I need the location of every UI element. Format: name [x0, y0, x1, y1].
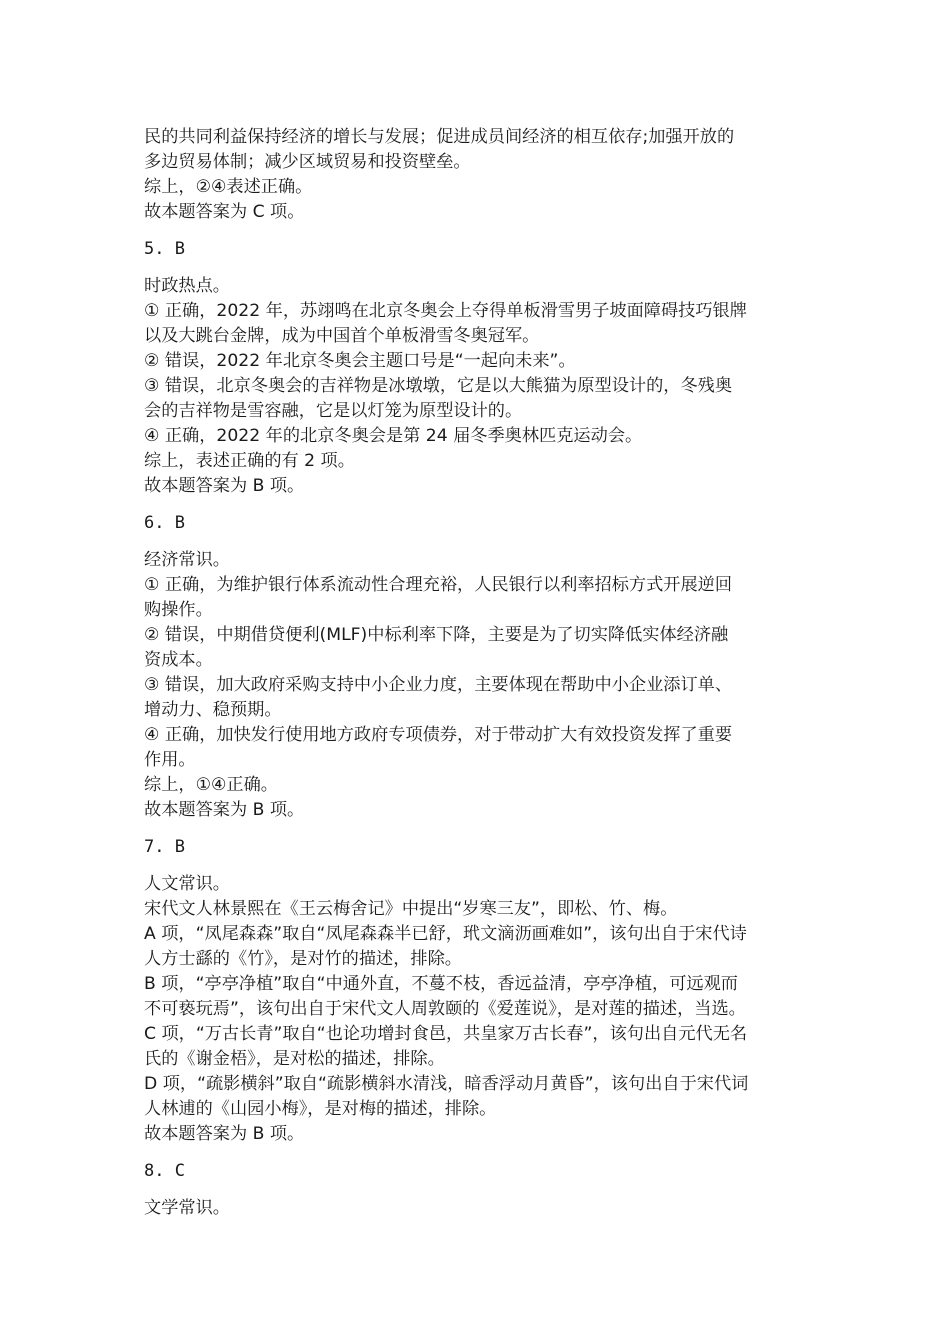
- text-line: 时政热点。: [144, 276, 230, 296]
- text-line: ④ 正确，2022 年的北京冬奥会是第 24 届冬季奥林匹克运动会。: [144, 426, 643, 446]
- text-line: 作用。: [144, 750, 196, 770]
- text-line: 多边贸易体制；减少区域贸易和投资壁垒。: [144, 152, 471, 172]
- text-line: ④ 正确，加快发行使用地方政府专项债券，对于带动扩大有效投资发挥了重要: [144, 725, 733, 745]
- text-line: 增动力、稳预期。: [144, 700, 282, 720]
- text-line: 购操作。: [144, 600, 213, 620]
- text-line: 以及大跳台金牌，成为中国首个单板滑雪冬奥冠军。: [144, 326, 540, 346]
- text-line: 综上，①④正确。: [144, 775, 278, 795]
- text-line: 会的吉祥物是雪容融，它是以灯笼为原型设计的。: [144, 401, 523, 421]
- text-line: C 项，“万古长青”取自“也论功增封食邑，共皇家万古长春”，该句出自元代无名: [144, 1024, 748, 1044]
- text-line: ③ 错误，北京冬奥会的吉祥物是冰墩墩，它是以大熊猫为原型设计的，冬残奥: [144, 376, 733, 396]
- question-6: [144, 511, 814, 823]
- text-line: 文学常识。: [144, 1198, 230, 1218]
- document-body: [144, 125, 814, 1221]
- intro-block: [144, 125, 814, 225]
- text-line: 资成本。: [144, 650, 213, 670]
- answer-heading: 5. B: [144, 239, 185, 259]
- question-8: [144, 1159, 814, 1221]
- text-line: 人文常识。: [144, 874, 230, 894]
- text-line: 不可亵玩焉”，该句出自于宋代文人周敦颐的《爱莲说》，是对莲的描述，当选。: [144, 999, 746, 1019]
- text-line: 故本题答案为 C 项。: [144, 202, 305, 222]
- text-line: ① 正确，2022 年，苏翊鸣在北京冬奥会上夺得单板滑雪男子坡面障碍技巧银牌: [144, 301, 747, 321]
- question-7: [144, 835, 814, 1147]
- text-line: 综上，②④表述正确。: [144, 177, 313, 197]
- answer-heading: 6. B: [144, 513, 185, 533]
- question-5: [144, 237, 814, 499]
- text-line: 民的共同利益保持经济的增长与发展；促进成员间经济的相互依存;加强开放的: [144, 127, 735, 147]
- text-line: 故本题答案为 B 项。: [144, 476, 305, 496]
- text-line: 人方士繇的《竹》，是对竹的描述，排除。: [144, 949, 462, 969]
- text-line: 故本题答案为 B 项。: [144, 1124, 305, 1144]
- text-line: 综上，表述正确的有 2 项。: [144, 451, 355, 471]
- text-line: ② 错误，2022 年北京冬奥会主题口号是“一起向未来”。: [144, 351, 576, 371]
- text-line: A 项，“凤尾森森”取自“凤尾森森半已舒，玳文滴沥画难如”，该句出自于宋代诗: [144, 924, 747, 944]
- text-line: 经济常识。: [144, 550, 230, 570]
- text-line: 人林逋的《山园小梅》，是对梅的描述，排除。: [144, 1099, 497, 1119]
- text-line: ① 正确，为维护银行体系流动性合理充裕，人民银行以利率招标方式开展逆回: [144, 575, 733, 595]
- text-line: 氏的《谢金梧》，是对松的描述，排除。: [144, 1049, 445, 1069]
- text-line: 故本题答案为 B 项。: [144, 800, 305, 820]
- answer-heading: 8. C: [144, 1161, 185, 1181]
- text-line: ③ 错误，加大政府采购支持中小企业力度，主要体现在帮助中小企业添订单、: [144, 675, 733, 695]
- text-line: B 项，“亭亭净植”取自“中通外直，不蔓不枝，香远益清，亭亭净植，可远观而: [144, 974, 738, 994]
- text-line: ② 错误，中期借贷便利(MLF)中标利率下降，主要是为了切实降低实体经济融: [144, 625, 729, 645]
- text-line: D 项，“疏影横斜”取自“疏影横斜水清浅，暗香浮动月黄昏”，该句出自于宋代词: [144, 1074, 749, 1094]
- answer-heading: 7. B: [144, 837, 185, 857]
- text-line: 宋代文人林景熙在《王云梅舍记》中提出“岁寒三友”，即松、竹、梅。: [144, 899, 678, 919]
